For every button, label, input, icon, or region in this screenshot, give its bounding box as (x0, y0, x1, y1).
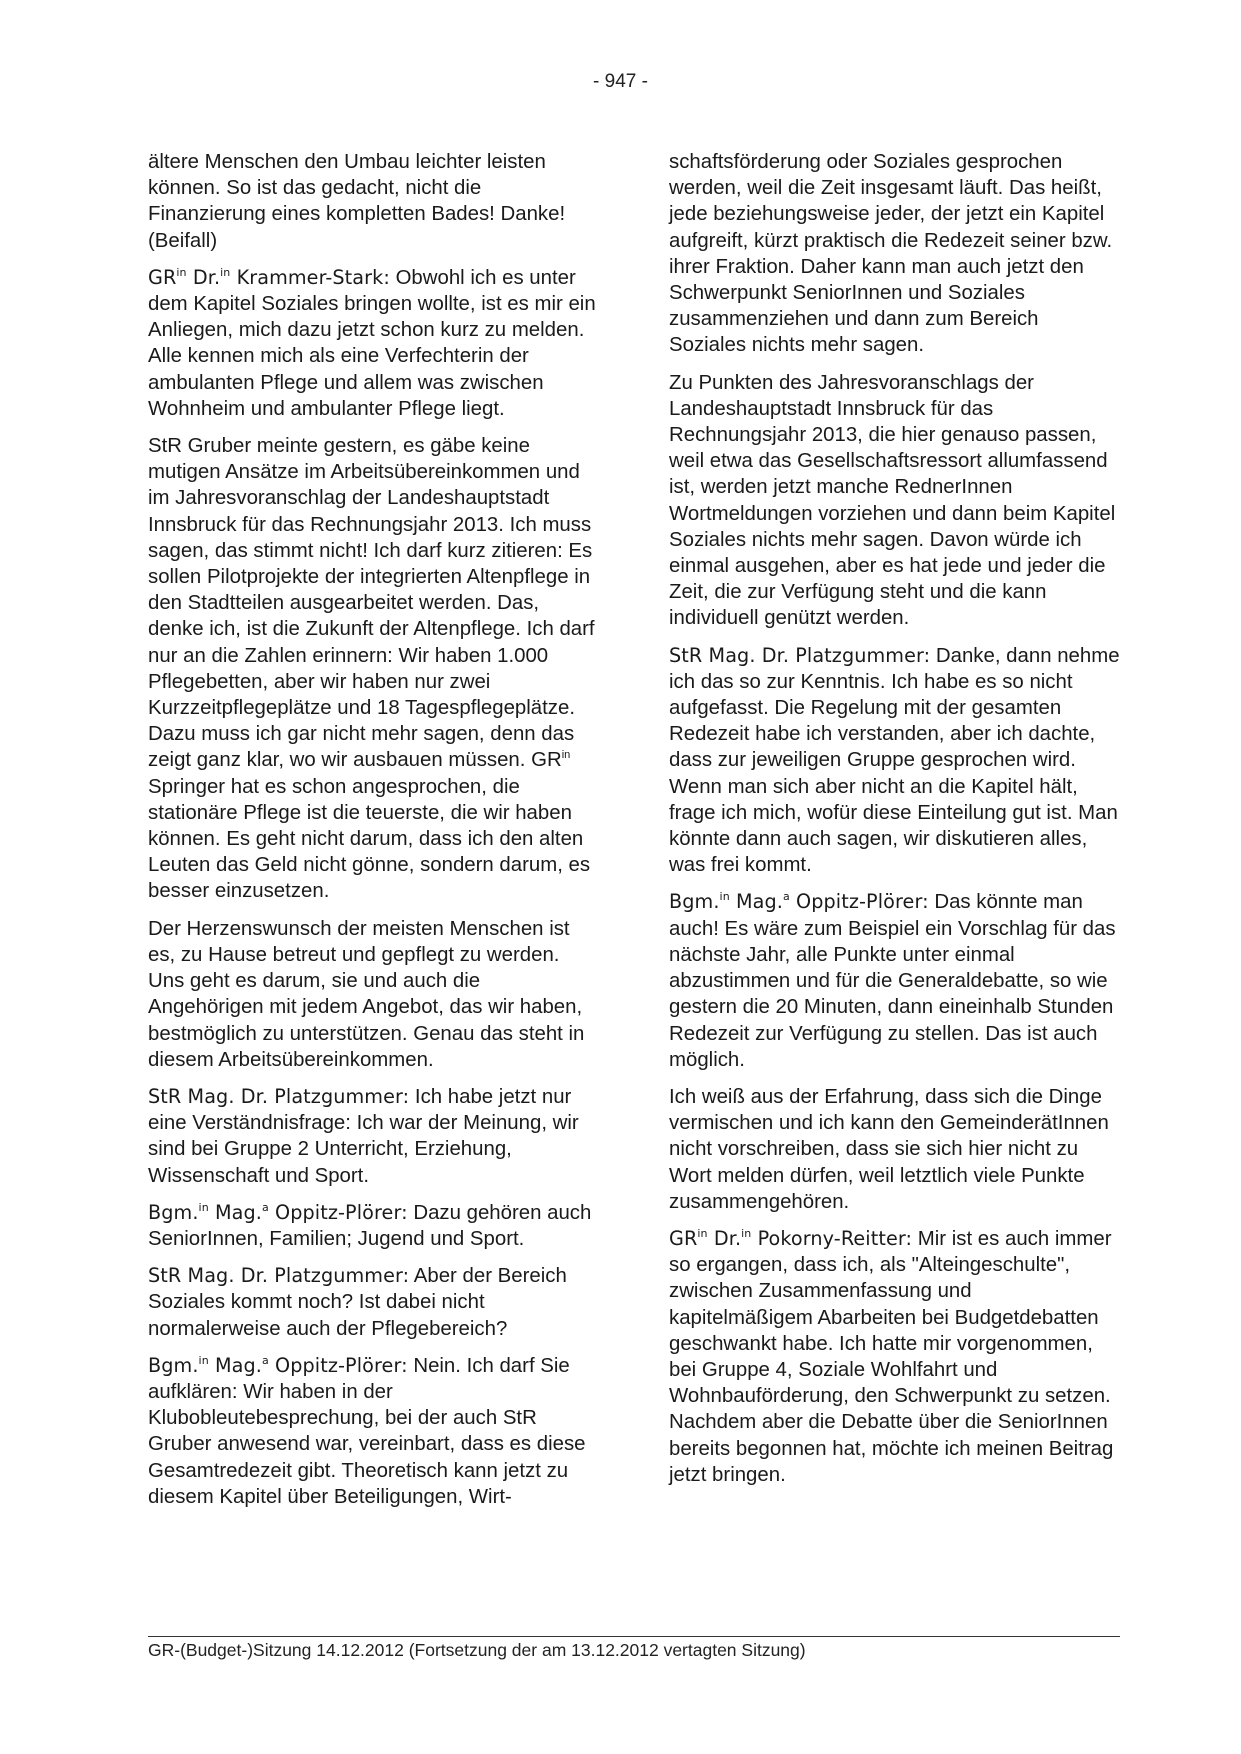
speech-platzgummer (148, 1263, 600, 1342)
paragraph (148, 916, 600, 1073)
footer-divider (148, 1636, 1120, 1637)
paragraph (669, 1084, 1121, 1215)
speaker-name: $GR^{in}$ Dr.$^{in}$ Pokorny-Reitter: (669, 1226, 913, 1250)
paragraph (669, 149, 1121, 359)
speaker-name: StR Mag. Dr. Platzgummer: (148, 1084, 410, 1108)
paragraph-text: ältere Menschen den Umbau leichter leisten können. So ist das gedacht, nicht die Finanzierung eines kompletten Bades! Danke! (Beifall) (148, 151, 566, 252)
speaker-name: Bgm.$^{in}$ Mag.$^a$ Oppitz-Plörer: (148, 1200, 408, 1224)
paragraph-text: Ich weiß aus der Erfahrung, dass sich die Dinge vermischen und ich kann den GemeinderätInnen nicht vorschreiben, dass sie sich hier nicht zu Wort melden dürfen, weil letztlich viele Punkte zusammengehören. (669, 1085, 1109, 1213)
speech-krammer-stark (148, 265, 600, 422)
paragraph: StR Gruber meinte gestern, es gäbe keine mutigen Ansätze im Arbeitsübereinkommen und im Jahresvoranschlag der Landeshauptstadt Innsbruck für das Rechnungsjahr 2013. Ich muss sagen, das stimmt nicht! Ich darf kurz zitieren: Es sollen Pilotprojekte der integrierten Altenpflege in den Stadtteilen ausgearbeitet werden. Das, denke ich, ist die Zukunft der Altenpflege. Ich darf nur an die Zahlen erinnern: Wir haben 1.000 Pflegebetten, aber wir haben nur zwei Kurzzeitpflegeplätze und 18 Tagespflegeplätze. Dazu muss ich gar nicht mehr sagen, denn das zeigt ganz klar, wo wir ausbauen müssen. $GR^{in}$ Springer hat es schon angesprochen, die stationäre Pflege ist die teuerste, die wir haben können. Es geht nicht darum, dass ich den alten Leuten das Geld nicht gönne, sondern darum, es besser einzusetzen. (148, 435, 595, 903)
speaker-name: $GR^{in}$ Dr.$^{in}$ Krammer-Stark: (148, 265, 390, 289)
speech-pokorny-reitter (669, 1226, 1121, 1488)
speech-text: Dazu gehören auch SeniorInnen, Familien; Jugend und Sport. (148, 1201, 592, 1250)
speaker-name: Bgm.$^{in}$ Mag.$^a$ Oppitz-Plörer: (669, 890, 929, 914)
right-column (669, 149, 1121, 1499)
speech-oppitz-ploerer (148, 1353, 600, 1510)
speaker-name: StR Mag. Dr. Platzgummer: (669, 643, 931, 667)
paragraph (669, 370, 1121, 632)
speech-text: Das könnte man auch! Es wäre zum Beispiel ein Vorschlag für das nächste Jahr, alle Punkte unter einmal abzustimmen und für die Generaldebatte, so wie gestern die 20 Minuten, dann eineinhalb Stunden Redezeit zur Verfügung zu stellen. Das ist auch möglich. (669, 891, 1116, 1071)
speech-oppitz-ploerer (148, 1200, 600, 1252)
paragraph-text: schaftsförderung oder Soziales gesprochen werden, weil die Zeit insgesamt läuft. Das heißt, jede beziehungsweise jeder, der jetzt ein Kapitel aufgreift, kürzt praktisch die Redezeit seiner bzw. ihrer Fraktion. Daher kann man auch jetzt den Schwerpunkt SeniorInnen und Soziales zusammenziehen und dann zum Bereich Soziales nichts mehr sagen. (669, 151, 1113, 357)
paragraph-text: Der Herzenswunsch der meisten Menschen ist es, zu Hause betreut und gepflegt zu werden. Uns geht es darum, sie und auch die Angehörigen mit jedem Angebot, das wir haben, bestmöglich zu unterstützen. Genau das steht in diesem Arbeitsübereinkommen. (148, 917, 585, 1071)
speech-text: Aber der Bereich Soziales kommt noch? Ist dabei nicht normalerweise auch der Pflegebereich? (148, 1265, 567, 1340)
speech-text: Obwohl ich es unter dem Kapitel Soziales bringen wollte, ist es mir ein Anliegen, mich dazu jetzt schon kurz zu melden. Alle kennen mich als eine Verfechterin der ambulanten Pflege und allem was zwischen Wohnheim und ambulanter Pflege liegt. (148, 266, 596, 420)
paragraph (148, 149, 600, 254)
speech-text: Mir ist es auch immer so ergangen, dass ich, als "Alteingeschulte", zwischen Zusammenfassung und kapitelmäßigem Abarbeiten bei Budgetdebatten geschwankt habe. Ich hatte mir vorgenommen, bei Gruppe 4, Soziale Wohlfahrt und Wohnbauförderung, den Schwerpunkt zu setzen. Nachdem aber die Debatte über die SeniorInnen bereits begonnen hat, möchte ich meinen Beitrag jetzt bringen. (669, 1227, 1114, 1486)
paragraph-text: Zu Punkten des Jahresvoranschlags der Landeshauptstadt Innsbruck für das Rechnungsjahr 2013, die hier genauso passen, weil etwa das Gesellschaftsressort allumfassend ist, werden jetzt manche RednerInnen Wortmeldungen vorziehen und dann beim Kapitel Soziales nichts mehr sagen. Davon würde ich einmal ausgehen, aber es hat jede und jeder die Zeit, die zur Verfügung steht und die kann individuell genützt werden. (669, 371, 1116, 630)
speech-platzgummer (669, 643, 1121, 879)
speech-platzgummer (148, 1084, 600, 1189)
speaker-name: Bgm.$^{in}$ Mag.$^a$ Oppitz-Plörer: (148, 1353, 408, 1377)
page-number: - 947 - (593, 71, 648, 92)
speech-text: Nein. Ich darf Sie aufklären: Wir haben in der Klubobleutebesprechung, bei der auch StR Gruber anwesend war, vereinbart, dass es diese Gesamtredezeit gibt. Theoretisch kann jetzt zu diesem Kapitel über Beteiligungen, Wirt- (148, 1354, 586, 1508)
speaker-name: StR Mag. Dr. Platzgummer: (148, 1264, 410, 1288)
paragraph-text: Springer hat es schon angesprochen, die stationäre Pflege ist die teuerste, die wir haben können. Es geht nicht darum, dass ich den alten Leuten das Geld nicht gönne, sondern darum, es besser einzusetzen. (148, 775, 591, 903)
speech-oppitz-ploerer (669, 889, 1121, 1072)
footer: GR-(Budget-)Sitzung 14.12.2012 (Fortsetzung der am 13.12.2012 vertagten Sitzung) (148, 1640, 806, 1660)
speech-text: Ich habe jetzt nur eine Verständnisfrage: Ich war der Meinung, wir sind bei Gruppe 2 Unterricht, Erziehung, Wissenschaft und Sport. (148, 1085, 579, 1187)
left-column (148, 149, 600, 1521)
speech-text: Danke, dann nehme ich das so zur Kenntnis. Ich habe es so nicht aufgefasst. Die Regelung mit der gesamten Redezeit habe ich verstanden, aber ich dachte, dass zur jeweiligen Gruppe gesprochen wird. Wenn man sich aber nicht an die Kapitel hält, frage ich mich, wofür diese Einteilung gut ist. Man könnte dann auch sagen, wir diskutieren alles, was frei kommt. (669, 644, 1120, 877)
paragraph-text: StR Gruber meinte gestern, es gäbe keine mutigen Ansätze im Arbeitsübereinkommen und im Jahresvoranschlag der Landeshauptstadt Innsbruck für das Rechnungsjahr 2013. Ich muss sagen, das stimmt nicht! Ich darf kurz zitieren: Es sollen Pilotprojekte der integrierten Altenpflege in den Stadtteilen ausgearbeitet werden. Das, denke ich, ist die Zukunft der Altenpflege. Ich darf nur an die Zahlen erinnern: Wir haben 1.000 Pflegebetten, aber wir haben nur zwei Kurzzeitpflegeplätze und 18 Tagespflegeplätze. Dazu muss ich gar nicht mehr sagen, denn das zeigt ganz klar, wo wir ausbauen müssen. GR (148, 435, 595, 772)
